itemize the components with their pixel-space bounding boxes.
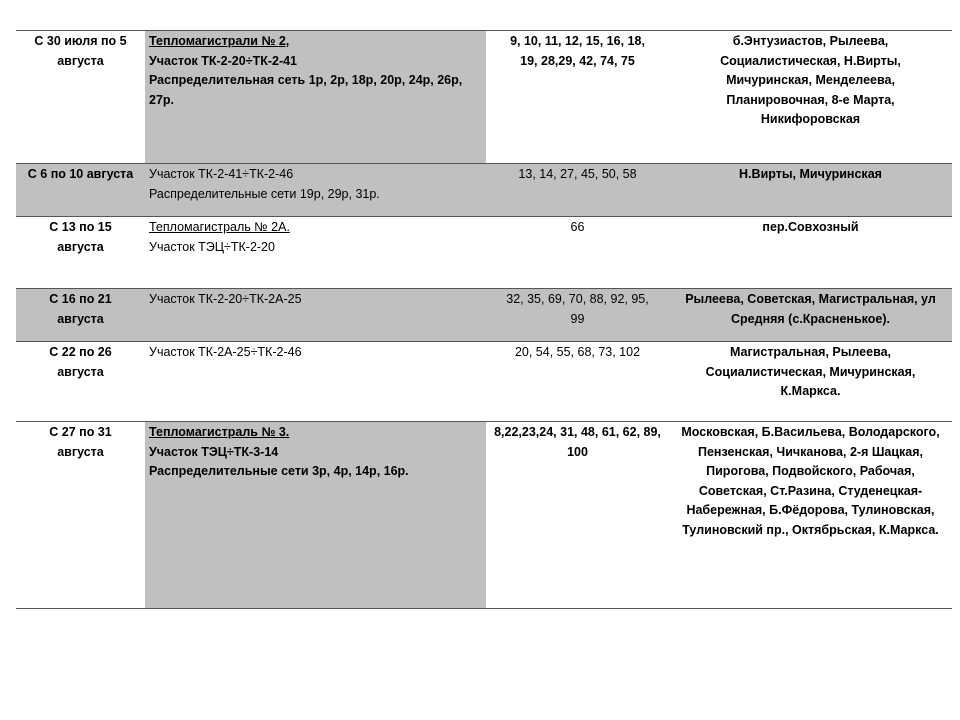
table-row bbox=[16, 216, 952, 289]
streets-cell bbox=[669, 217, 952, 289]
period-cell bbox=[16, 289, 145, 342]
houses-text: 13, 14, 27, 45, 50, 58 bbox=[518, 167, 637, 181]
section-line: Участок ТЭЦ÷ТК-3-14 bbox=[149, 444, 279, 459]
streets-text: б.Энтузиастов, Рылеева, Социалистическая, Н.Вирты, Мичуринская, Менделеева, Планировочная, 8-е Марта, Никифоровская bbox=[720, 34, 901, 126]
streets-cell bbox=[669, 164, 952, 217]
houses-cell bbox=[486, 164, 669, 217]
streets-cell bbox=[669, 289, 952, 342]
section-line: Участок ТЭЦ÷ТК-2-20 bbox=[149, 239, 275, 254]
section-line: Распределительные сети 3р, 4р, 14р, 16р. bbox=[149, 464, 409, 478]
period-cell bbox=[16, 342, 145, 422]
period-text: С 6 по 10 августа bbox=[27, 167, 134, 181]
streets-text: Рылеева, Советская, Магистральная, ул Средняя (с.Красненькое). bbox=[685, 292, 936, 326]
houses-text: 66 bbox=[570, 220, 585, 234]
section-cell bbox=[145, 289, 486, 342]
period-cell bbox=[16, 31, 145, 164]
table-row bbox=[16, 341, 952, 422]
streets-text: Московская, Б.Васильева, Володарского, Пензенская, Чичканова, 2-я Шацкая, Пирогова, Подвойского, Рабочая, Советская, Ст.Разина, Студенецкая-Набережная, Б.Фёдорова, Тулиновская, Тулиновский пр., Октябрьская, К.Маркса. bbox=[681, 425, 940, 537]
streets-cell bbox=[669, 422, 952, 608]
houses-cell bbox=[486, 31, 669, 164]
table-row bbox=[16, 163, 952, 217]
section-line: Распределительные сети 19р, 29р, 31р. bbox=[149, 186, 380, 201]
period-cell bbox=[16, 217, 145, 289]
period-cell bbox=[16, 422, 145, 608]
streets-text: Магистральная, Рылеева, Социалистическая, Мичуринская, К.Маркса. bbox=[705, 345, 916, 398]
houses-text: 20, 54, 55, 68, 73, 102 bbox=[514, 345, 641, 359]
section-cell bbox=[145, 31, 486, 164]
houses-text: 8,22,23,24, 31, 48, 61, 62, 89, 100 bbox=[494, 425, 661, 459]
section-line: Участок ТК-2-20÷ТК-2А-25 bbox=[149, 292, 302, 306]
period-text: С 16 по 21 августа bbox=[49, 292, 112, 326]
houses-cell bbox=[486, 217, 669, 289]
section-line: Распределительная сеть 1р, 2р, 18р, 20р, 24р, 26р, 27р. bbox=[149, 73, 463, 107]
section-cell bbox=[145, 164, 486, 217]
period-text: С 22 по 26 августа bbox=[49, 345, 112, 379]
streets-cell bbox=[669, 31, 952, 164]
houses-text: 32, 35, 69, 70, 88, 92, 95, 99 bbox=[506, 292, 649, 326]
houses-cell bbox=[486, 342, 669, 422]
section-line: Тепломагистраль № 3. bbox=[149, 425, 290, 439]
section-line: Участок ТК-2-20÷ТК-2-41 bbox=[149, 53, 298, 68]
period-text: С 30 июля по 5 августа bbox=[34, 34, 127, 68]
section-line: Тепломагистрали № 2, bbox=[149, 34, 290, 48]
table-row bbox=[16, 421, 952, 609]
houses-text: 9, 10, 11, 12, 15, 16, 18, 19, 28,29, 42, 74, 75 bbox=[510, 34, 645, 68]
houses-cell bbox=[486, 422, 669, 608]
period-text: С 27 по 31 августа bbox=[49, 425, 112, 459]
streets-cell bbox=[669, 342, 952, 422]
period-cell bbox=[16, 164, 145, 217]
houses-cell bbox=[486, 289, 669, 342]
period-text: С 13 по 15 августа bbox=[49, 220, 112, 254]
section-cell bbox=[145, 217, 486, 289]
table-row bbox=[16, 30, 952, 164]
section-cell bbox=[145, 422, 486, 608]
section-cell bbox=[145, 342, 486, 422]
streets-text: Н.Вирты, Мичуринская bbox=[739, 167, 882, 181]
table-row bbox=[16, 288, 952, 342]
streets-text: пер.Совхозный bbox=[762, 220, 859, 234]
section-line: Участок ТК-2-41÷ТК-2-46 bbox=[149, 167, 294, 181]
section-line: Участок ТК-2А-25÷ТК-2-46 bbox=[149, 345, 302, 359]
section-line: Тепломагистраль № 2А. bbox=[149, 220, 290, 234]
